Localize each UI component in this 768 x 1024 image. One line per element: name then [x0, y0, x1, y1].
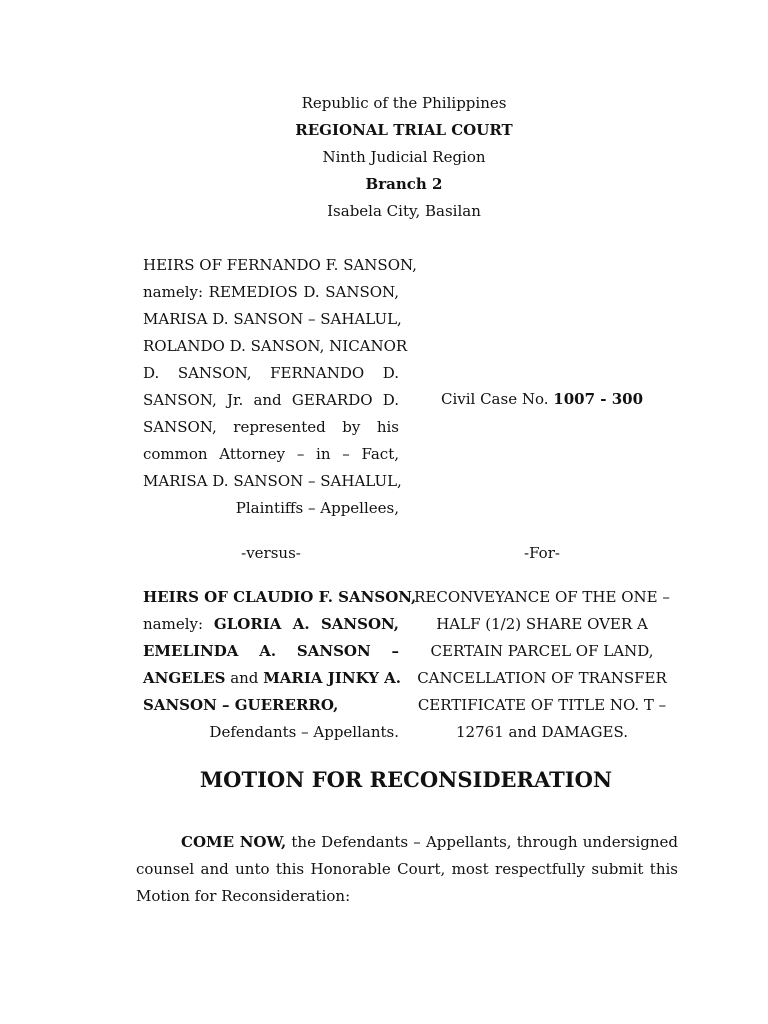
defendants-text: namely:: [143, 615, 204, 633]
case-nature-block: [412, 584, 672, 746]
plaintiffs-line: SANSON, represented by his: [143, 418, 399, 436]
case-label: Civil Case No.: [440, 390, 549, 408]
defendants-text: and: [230, 669, 259, 687]
body-line: Motion for Reconsideration:: [136, 887, 351, 905]
defendants-name: MARIA JINKY A.: [263, 669, 402, 687]
plaintiffs-block: [143, 252, 417, 522]
defendants-line: SANSON – GUERERRO,: [143, 696, 339, 714]
header-republic: Republic of the Philippines: [301, 94, 507, 112]
plaintiffs-line: common Attorney – in – Fact,: [143, 445, 399, 463]
defendants-role: Defendants – Appellants.: [209, 723, 399, 741]
defendants-block: [143, 584, 417, 746]
header-court: REGIONAL TRIAL COURT: [295, 121, 513, 139]
case-number: 1007 - 300: [553, 390, 644, 408]
nature-line: CANCELLATION OF TRANSFER: [417, 669, 667, 687]
document-title: MOTION FOR RECONSIDERATION: [199, 767, 613, 792]
for-label: -For-: [524, 544, 560, 562]
defendants-line: [143, 665, 402, 692]
nature-line: CERTAIN PARCEL OF LAND,: [430, 642, 654, 660]
defendants-line: EMELINDA A. SANSON –: [143, 642, 399, 660]
plaintiffs-line: MARISA D. SANSON – SAHALUL,: [143, 310, 402, 328]
nature-line: 12761 and DAMAGES.: [456, 723, 628, 741]
nature-line: RECONVEYANCE OF THE ONE –: [414, 588, 670, 606]
body-text: the Defendants – Appellants, through undersigned: [291, 833, 678, 851]
plaintiffs-line: HEIRS OF FERNANDO F. SANSON,: [143, 256, 417, 274]
plaintiffs-line: ROLANDO D. SANSON, NICANOR: [143, 337, 408, 355]
plaintiffs-line: D. SANSON, FERNANDO D.: [143, 364, 399, 382]
civil-case-number: [412, 389, 672, 409]
plaintiffs-role: Plaintiffs – Appellees,: [235, 499, 399, 517]
body-line: counsel and unto this Honorable Court, most respectfully submit this: [136, 860, 678, 878]
header-region: Ninth Judicial Region: [322, 148, 486, 166]
defendants-name: ANGELES: [143, 669, 226, 687]
nature-line: CERTIFICATE OF TITLE NO. T –: [417, 696, 667, 714]
body-paragraph: [136, 829, 678, 910]
body-lead: COME NOW,: [181, 833, 287, 851]
nature-line: HALF (1/2) SHARE OVER A: [436, 615, 648, 633]
defendants-line: HEIRS OF CLAUDIO F. SANSON,: [143, 588, 417, 606]
defendants-line: [143, 611, 399, 638]
body-line: [136, 829, 678, 856]
defendants-name: GLORIA A. SANSON,: [213, 615, 399, 633]
header-branch: Branch 2: [365, 175, 443, 193]
versus-label: -versus-: [241, 544, 301, 562]
plaintiffs-line: SANSON, Jr. and GERARDO D.: [143, 391, 399, 409]
header-city: Isabela City, Basilan: [327, 202, 481, 220]
plaintiffs-line: MARISA D. SANSON – SAHALUL,: [143, 472, 402, 490]
plaintiffs-line: namely: REMEDIOS D. SANSON,: [143, 283, 399, 301]
